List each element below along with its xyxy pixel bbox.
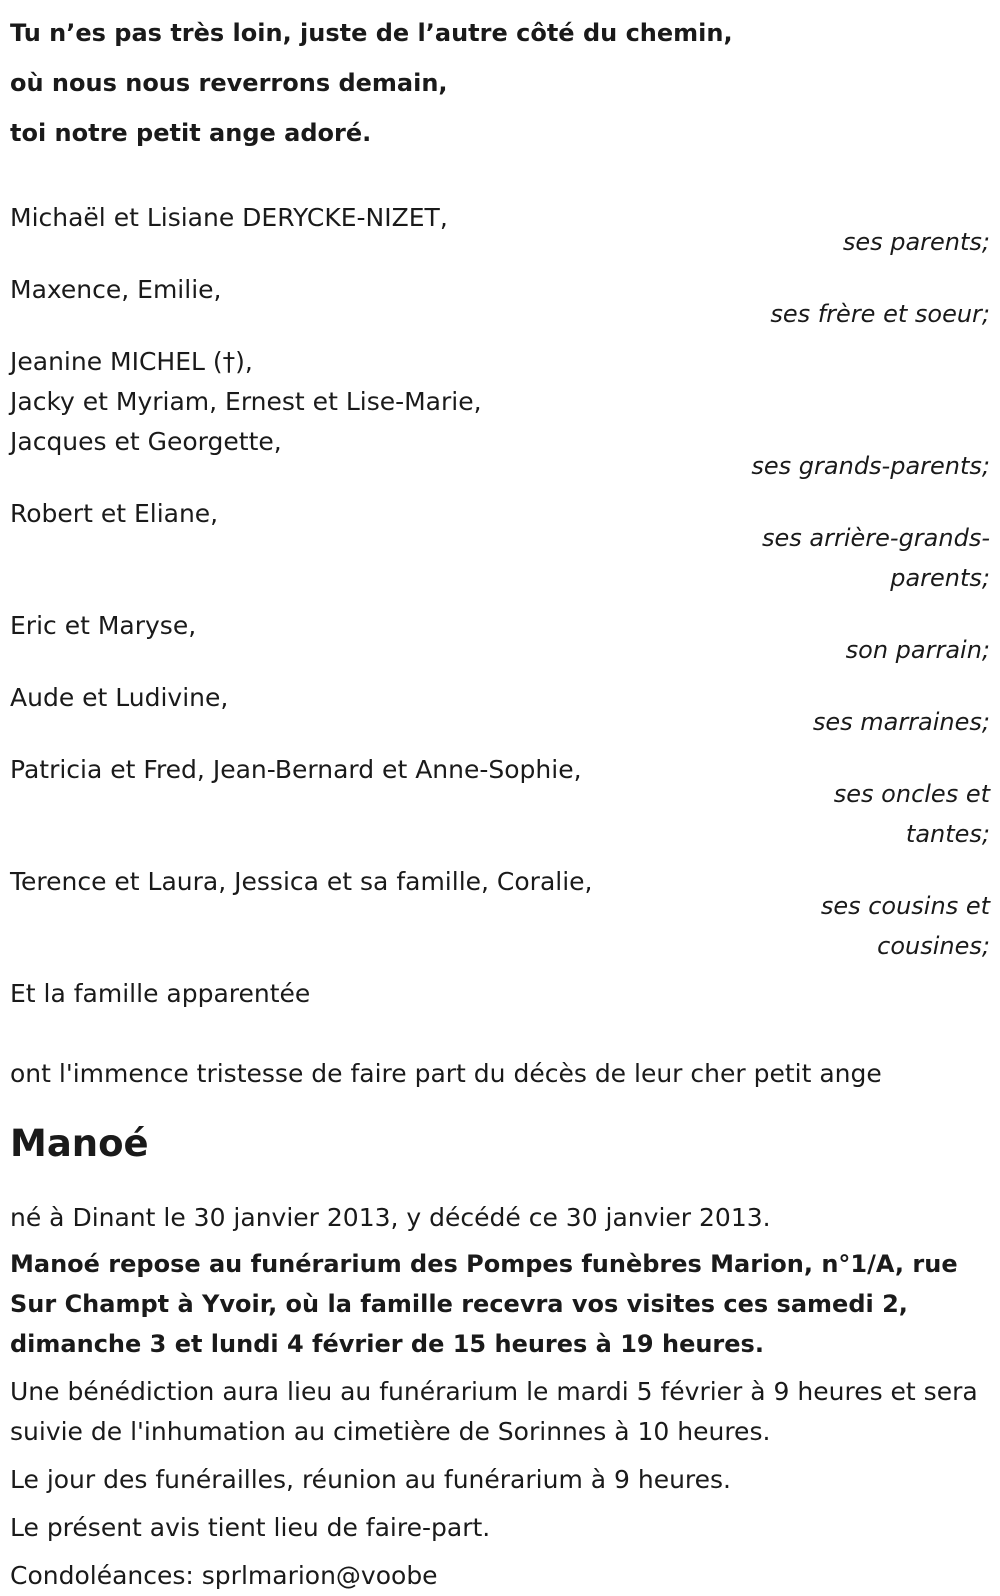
family-relation: son parrain; bbox=[845, 636, 990, 664]
funeral-day-info: Le jour des funérailles, réunion au funérarium à 9 heures. bbox=[10, 1465, 732, 1494]
family-names: Terence et Laura, Jessica et sa famille, Coralie, bbox=[10, 867, 593, 896]
family-names: Michaël et Lisiane DERYCKE-NIZET, bbox=[10, 203, 448, 232]
family-relation: ses cousins et cousines; bbox=[820, 892, 990, 960]
family-names: Jeanine MICHEL (†), bbox=[10, 347, 253, 376]
announcement: ont l'immence tristesse de faire part du décès de leur cher petit ange bbox=[10, 1059, 882, 1088]
family-group-great-grandparents bbox=[10, 494, 990, 598]
repose-info: Manoé repose au funérarium des Pompes funèbres Marion, n°1/A, rue Sur Champt à Yvoir, où la famille recevra vos visites ces samedi 2, dimanche 3 et lundi 4 février de 15 heures à 19 heures. bbox=[10, 1250, 958, 1358]
family-names: Maxence, Emilie, bbox=[10, 275, 222, 304]
family-names: Robert et Eliane, bbox=[10, 499, 219, 528]
family-relation: ses marraines; bbox=[812, 708, 990, 736]
poem-line-2: où nous nous reverrons demain, bbox=[10, 69, 448, 97]
family-group-grandparents bbox=[10, 342, 990, 486]
poem bbox=[10, 8, 990, 158]
extended-family: Et la famille apparentée bbox=[10, 979, 311, 1008]
family-group-godmothers bbox=[10, 678, 990, 742]
family-names: Jacques et Georgette, bbox=[10, 427, 282, 456]
family-names: Aude et Ludivine, bbox=[10, 683, 229, 712]
family-relation: ses oncles et tantes; bbox=[833, 780, 990, 848]
family-group-parents bbox=[10, 198, 990, 262]
condolences-contact: Condoléances: sprlmarion@voobe bbox=[10, 1561, 438, 1590]
deceased-name: Manoé bbox=[10, 1122, 149, 1165]
poem-line-3: toi notre petit ange adoré. bbox=[10, 119, 372, 147]
family-group-uncles-aunts bbox=[10, 750, 990, 854]
family-relation: ses arrière-grands-parents; bbox=[762, 524, 990, 592]
family-group-cousins bbox=[10, 862, 990, 966]
notice-statement: Le présent avis tient lieu de faire-part. bbox=[10, 1513, 491, 1542]
family-list bbox=[10, 198, 990, 1014]
family-relation: ses frère et soeur; bbox=[770, 300, 990, 328]
benediction-info: Une bénédiction aura lieu au funérarium le mardi 5 février à 9 heures et sera suivie de l'inhumation au cimetière de Sorinnes à 10 heures. bbox=[10, 1377, 978, 1446]
family-names: Patricia et Fred, Jean-Bernard et Anne-Sophie, bbox=[10, 755, 582, 784]
poem-line-1: Tu n’es pas très loin, juste de l’autre côté du chemin, bbox=[10, 19, 733, 47]
obituary-page bbox=[10, 0, 990, 1596]
birth-death-line: né à Dinant le 30 janvier 2013, y décédé ce 30 janvier 2013. bbox=[10, 1203, 771, 1232]
family-relation: ses grands-parents; bbox=[751, 452, 990, 480]
family-relation: ses parents; bbox=[842, 228, 990, 256]
family-group-godfather bbox=[10, 606, 990, 670]
family-names: Eric et Maryse, bbox=[10, 611, 197, 640]
family-names: Jacky et Myriam, Ernest et Lise-Marie, bbox=[10, 387, 482, 416]
family-group-siblings bbox=[10, 270, 990, 334]
